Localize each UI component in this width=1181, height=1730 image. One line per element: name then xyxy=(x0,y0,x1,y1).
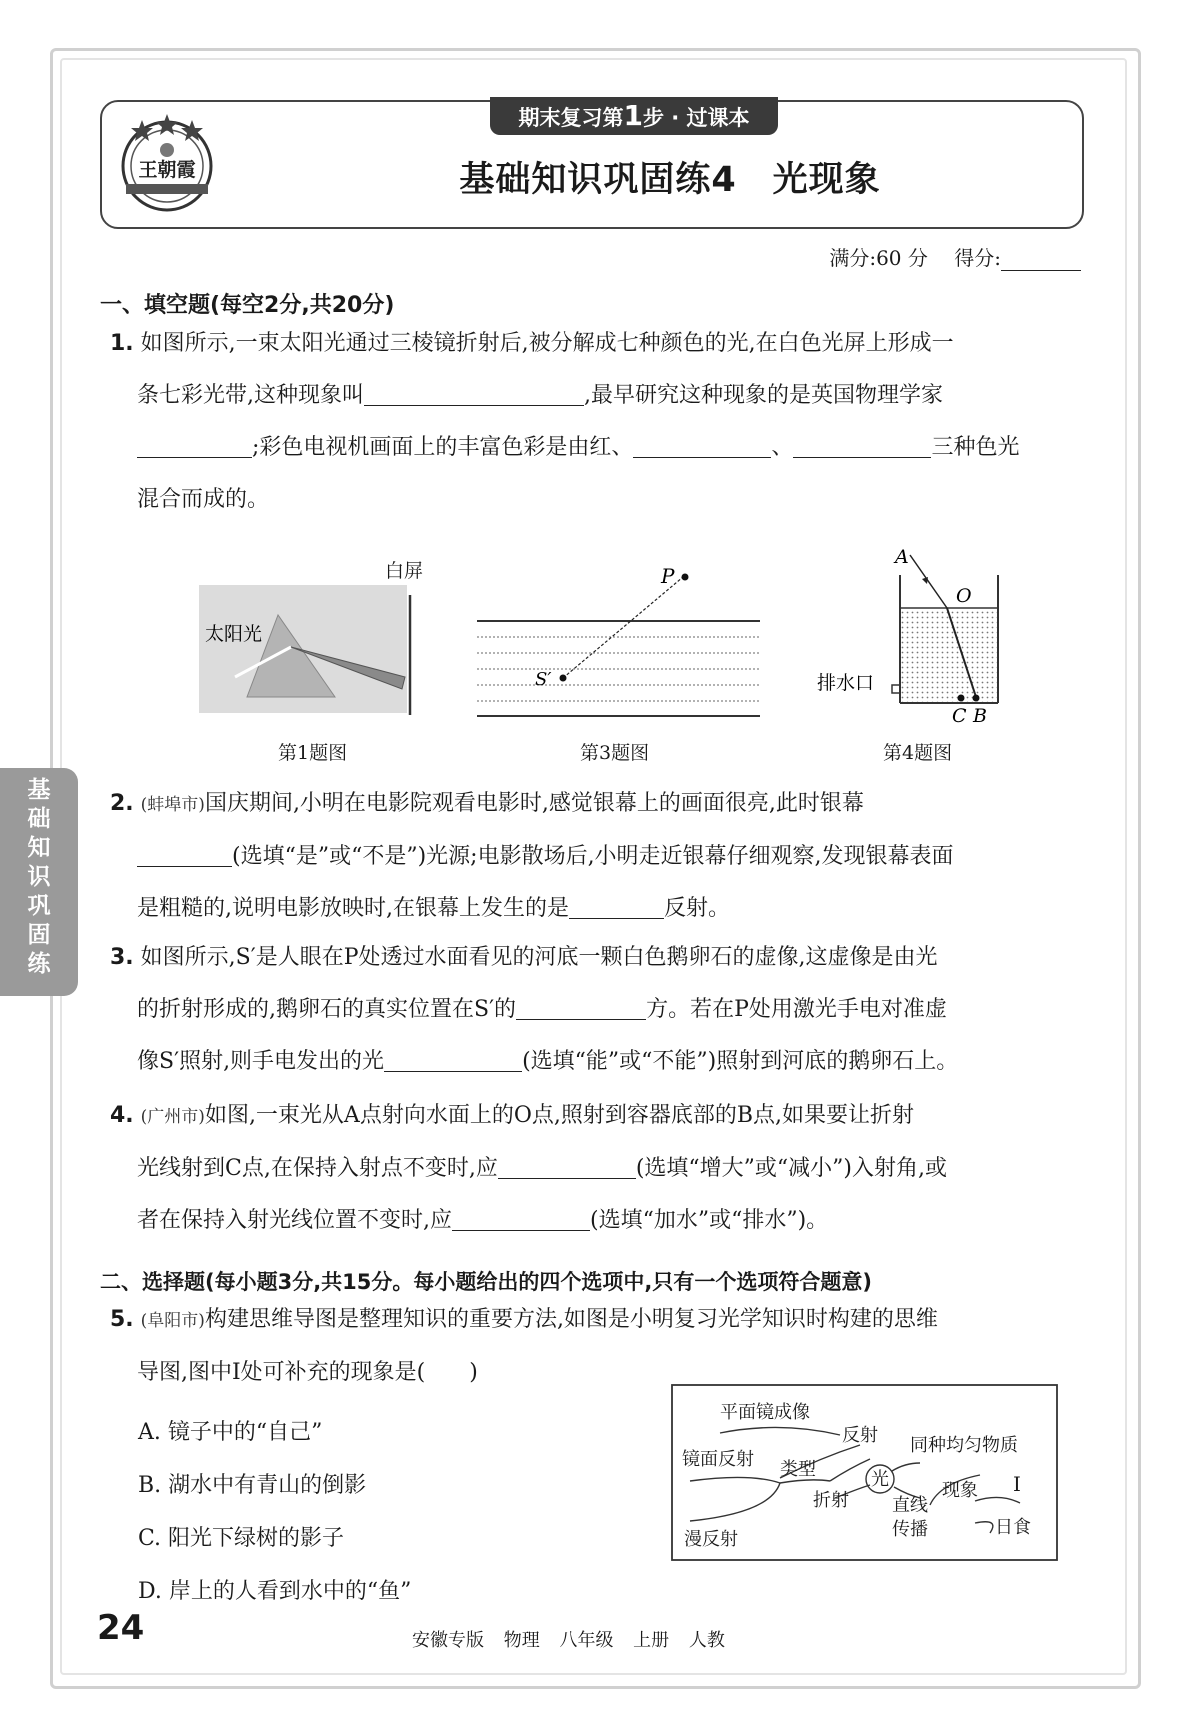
q5-option-d[interactable]: D. 岸上的人看到水中的“鱼” xyxy=(138,1579,412,1604)
mm-straight-1: 直线 xyxy=(892,1495,928,1516)
score-line: 满分:60 分 得分: xyxy=(829,242,1081,271)
q5-option-c[interactable]: C. 阳光下绿树的影子 xyxy=(138,1526,345,1551)
fig4-caption: 第4题图 xyxy=(883,742,953,764)
q4-blank-1[interactable] xyxy=(498,1154,636,1179)
question-2: 2. (蚌埠市)国庆期间,小明在电影院观看电影时,感觉银幕上的画面很亮,此时银幕 (选填“是”或“不是”)光源;电影散场后,小明走近银幕仔细观察,发现银幕表面 是粗糙的,说明电影放映时,在银幕上发生的是 反射。 xyxy=(110,791,954,921)
logo-seal xyxy=(112,108,222,218)
q1-blank-3[interactable] xyxy=(633,433,771,458)
q3-blank-1[interactable] xyxy=(516,995,646,1020)
q1-blank-2[interactable] xyxy=(137,433,252,458)
mm-straight-2: 传播 xyxy=(892,1519,928,1540)
q3-blank-2[interactable] xyxy=(384,1047,522,1072)
q5-option-b[interactable]: B. 湖水中有青山的倒影 xyxy=(138,1473,367,1498)
question-4: 4. (广州市)如图,一束光从A点射向水面上的O点,照射到容器底部的B点,如果要让折射 光线射到C点,在保持入射点不变时,应 (选填“增大”或“减小”)入射角,或 者在保持入射光线位置不变时,应 (选填“加水”或“排水”)。 xyxy=(110,1103,947,1233)
mm-reflection: 反射 xyxy=(842,1425,878,1446)
mm-specular: 镜面反射 xyxy=(682,1449,754,1470)
header-tab: 期末复习第1步 · 过课本 xyxy=(490,97,778,135)
figure-4-container xyxy=(810,545,1010,730)
fig4-o-label: O xyxy=(956,585,972,607)
score-blank xyxy=(1001,252,1081,271)
question-1: 1. 如图所示,一束太阳光通过三棱镜折射后,被分解成七种颜色的光,在白色光屏上形成一 条七彩光带,这种现象叫 ,最早研究这种现象的是英国物理学家 ;彩色电视机画面上的丰富色彩是由红、 、 三种色光 混合而成的。 xyxy=(110,331,1020,512)
q1-blank-1[interactable] xyxy=(364,381,584,406)
fig3-s-label: S′ xyxy=(535,669,552,690)
mm-diffuse: 漫反射 xyxy=(684,1529,738,1550)
page-number: 24 xyxy=(97,1608,145,1648)
mm-refraction: 折射 xyxy=(813,1490,849,1511)
fig4-b-label: B xyxy=(973,705,987,727)
q2-blank-1[interactable] xyxy=(137,842,232,867)
logo-text: 王朝霞 xyxy=(138,159,196,181)
mm-phenomenon: 现象 xyxy=(942,1480,978,1501)
q2-blank-2[interactable] xyxy=(569,894,664,919)
fig4-a-label: A xyxy=(895,546,909,568)
mm-type: 类型 xyxy=(780,1459,816,1480)
question-3: 3. 如图所示,S′是人眼在P处透过水面看见的河底一颗白色鹅卵石的虚像,这虚像是由光 的折射形成的,鹅卵石的真实位置在S′的 方。若在P处用激光手电对准虚 像S′照射,则手电发出的光 (选填“能”或“不能”)照射到河底的鹅卵石上。 xyxy=(110,945,959,1074)
footer-info: 安徽专版 物理 八年级 上册 人教 xyxy=(412,1630,725,1651)
section-fill-blank-title: 一、填空题(每空2分,共20分) xyxy=(100,293,395,318)
page-title: 基础知识巩固练4 光现象 xyxy=(459,160,881,200)
section-choice-title: 二、选择题(每小题3分,共15分。每小题给出的四个选项中,只有一个选项符合题意) xyxy=(100,1270,872,1294)
q1-blank-4[interactable] xyxy=(793,433,931,458)
fig3-caption: 第3题图 xyxy=(580,742,650,764)
mm-uniform: 同种均匀物质 xyxy=(910,1435,1018,1456)
fig4-drain-label: 排水口 xyxy=(817,672,875,694)
q4-blank-2[interactable] xyxy=(452,1206,590,1231)
fig3-p-label: P xyxy=(661,564,675,588)
mm-eclipse: 日食 xyxy=(995,1517,1031,1538)
q5-option-a[interactable]: A. 镜子中的“自己” xyxy=(138,1420,323,1445)
mm-light: 光 xyxy=(871,1469,889,1490)
side-tab: 基 础 知 识 巩 固 练 xyxy=(0,768,78,996)
fig4-c-label: C xyxy=(952,705,967,727)
figure-3-water xyxy=(475,555,765,725)
mm-plane-mirror: 平面镜成像 xyxy=(720,1402,810,1423)
fig1-light-label: 太阳光 xyxy=(205,623,263,645)
fig1-screen-label: 白屏 xyxy=(385,560,424,582)
figure-5-mindmap xyxy=(670,1383,1060,1563)
fig1-caption: 第1题图 xyxy=(278,742,348,764)
mm-marker: Ⅰ xyxy=(1013,1472,1021,1496)
question-5: 5. (阜阳市)构建思维导图是整理知识的重要方法,如图是小明复习光学知识时构建的思维 导图,图中Ⅰ处可补充的现象是( ) xyxy=(110,1307,938,1385)
